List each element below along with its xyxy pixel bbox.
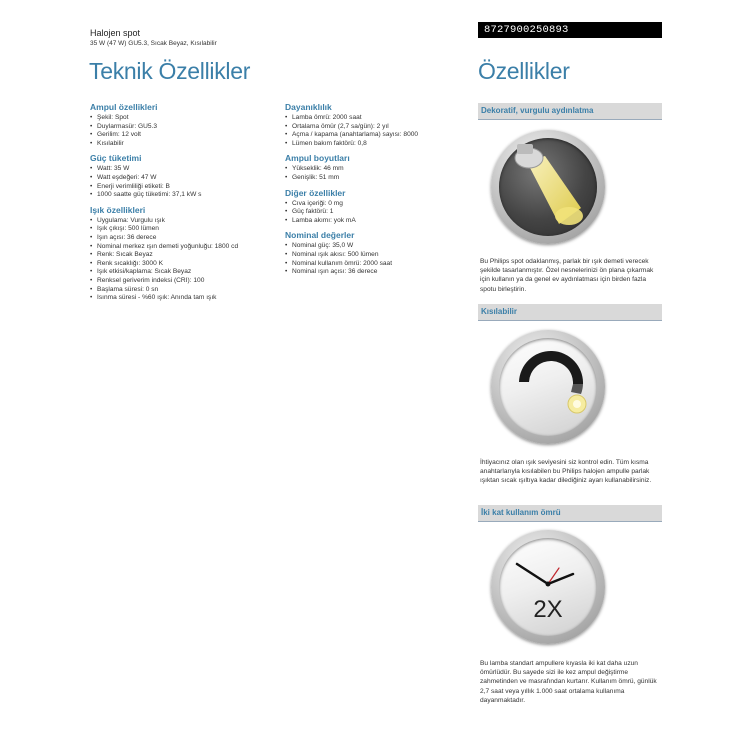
- spec-item: • Isınma süresi - %60 ışık: Anında tam ışık: [90, 294, 280, 303]
- spec-heading: Işık özellikleri: [90, 204, 146, 215]
- features-title: Özellikler: [478, 58, 570, 84]
- spec-item: • Işın açısı: 36 derece: [90, 234, 280, 243]
- spec-heading: Ampul özellikleri: [90, 102, 158, 112]
- spec-item: • Genişlik: 51 mm: [285, 174, 475, 183]
- spec-item: • Nominal merkez ışın demeti yoğunluğu: 1800 cd: [90, 243, 280, 252]
- spec-item: • Ortalama ömür (2,7 sa/gün): 2 yıl: [285, 123, 475, 132]
- spec-item: • Şekil: Spot: [90, 114, 280, 123]
- spec-item: • Işık çıkışı: 500 lümen: [90, 225, 280, 234]
- spec-item: • Kısılabilir: [90, 140, 280, 149]
- spec-item: • Nominal ışık akısı: 500 lümen: [285, 251, 475, 260]
- spec-item: • Enerji verimliliği etiketi: B: [90, 183, 280, 192]
- spec-item: • Watt: 35 W: [90, 165, 280, 174]
- specs-column-2: [285, 102, 475, 282]
- spec-item: • Güç faktörü: 1: [285, 208, 475, 217]
- specs-column-1: [90, 102, 280, 308]
- feature-divider: [478, 521, 662, 522]
- spec-heading: Ampul boyutları: [285, 153, 350, 164]
- spec-heading: Güç tüketimi: [90, 153, 142, 164]
- spec-item: • Renk: Sıcak Beyaz: [90, 251, 280, 260]
- spec-item: • Başlama süresi: 0 sn: [90, 286, 280, 295]
- spec-item: • Yükseklik: 46 mm: [285, 165, 475, 174]
- feature-divider: [478, 320, 662, 321]
- feature-heading: Kısılabilir: [478, 304, 662, 320]
- spec-item: • Nominal ışın açısı: 36 derece: [285, 268, 475, 277]
- spec-heading: Dayanıklılık: [285, 102, 332, 112]
- spec-item: • Duylarmasür: GU5.3: [90, 123, 280, 132]
- spec-item: • Renk sıcaklığı: 3000 K: [90, 260, 280, 269]
- spec-section: [90, 102, 280, 148]
- feature-description: İhtiyacınız olan ışık seviyesini siz kontrol edin. Tüm kısma anahtarlarıyla kısılabilen bu Philips halojen ampulle parlak ışıktan sıcak ışıltıya kadar dilediğiniz ayarı kullanabilirsiniz.: [480, 459, 652, 485]
- feature-heading: İki kat kullanım ömrü: [478, 505, 662, 521]
- spotlight-icon: [491, 130, 605, 244]
- product-subtitle: 35 W (47 W) GU5.3, Sıcak Beyaz, Kısılabilir: [90, 40, 217, 47]
- spec-item: • Watt eşdeğeri: 47 W: [90, 174, 280, 183]
- spec-item: • Lümen bakım faktörü: 0,8: [285, 140, 475, 149]
- tech-specs-title: Teknik Özellikler: [89, 58, 251, 84]
- feature-heading: Dekoratif, vurgulu aydınlatma: [478, 103, 662, 119]
- spec-item: • Cıva içeriği: 0 mg: [285, 200, 475, 209]
- spec-heading: Diğer özellikler: [285, 187, 346, 198]
- product-code: 8727900250893: [478, 22, 662, 38]
- spec-section: [90, 205, 280, 303]
- spec-item: • Uygulama: Vurgulu ışık: [90, 217, 280, 226]
- spec-section: [285, 188, 475, 226]
- spec-item: • 1000 saatte güç tüketimi: 37,1 kW s: [90, 191, 280, 200]
- spec-heading: Nominal değerler: [285, 230, 355, 241]
- feature-description: Bu lamba standart ampullere kıyasla iki kat daha uzun ömürlüdür. Bu sayede sizi ile kez ampul değiştirme zahmetinden ve masrafından kurtarır. Kullanım ömrü, günlük 2,7 saat veya yıllık 1.000 saat ortalama kullanıma dayanmaktadır.: [480, 660, 657, 704]
- spec-item: • Gerilim: 12 volt: [90, 131, 280, 140]
- dimmer-icon: [491, 330, 605, 444]
- clock-icon: [491, 530, 605, 644]
- product-title: Halojen spot: [90, 28, 141, 38]
- spec-item: • Lamba ömrü: 2000 saat: [285, 114, 475, 123]
- spec-item: • Nominal güç: 35,0 W: [285, 242, 475, 251]
- clock-label: 2X: [533, 596, 563, 623]
- feature-description: Bu Philips spot odaklanmış, parlak bir ışık demeti verecek şekilde tasarlanmıştır. Özel nesnelerinizi ön plana çıkarmak için kullanın ya da genel ev aydınlatması için birden fazla spotu birleştirin.: [480, 258, 654, 293]
- spec-item: • Işık etkisi/kaplama: Sıcak Beyaz: [90, 268, 280, 277]
- spec-section: [285, 102, 475, 148]
- feature-divider: [478, 119, 662, 120]
- spec-section: [285, 153, 475, 182]
- spec-section: [285, 230, 475, 276]
- spec-item: • Lamba akımı: yok mA: [285, 217, 475, 226]
- spec-section: [90, 153, 280, 199]
- spec-item: • Açma / kapama (anahtarlama) sayısı: 8000: [285, 131, 475, 140]
- spec-item: • Nominal kullanım ömrü: 2000 saat: [285, 260, 475, 269]
- spec-item: • Renksel geriverim indeksi (CRI): 100: [90, 277, 280, 286]
